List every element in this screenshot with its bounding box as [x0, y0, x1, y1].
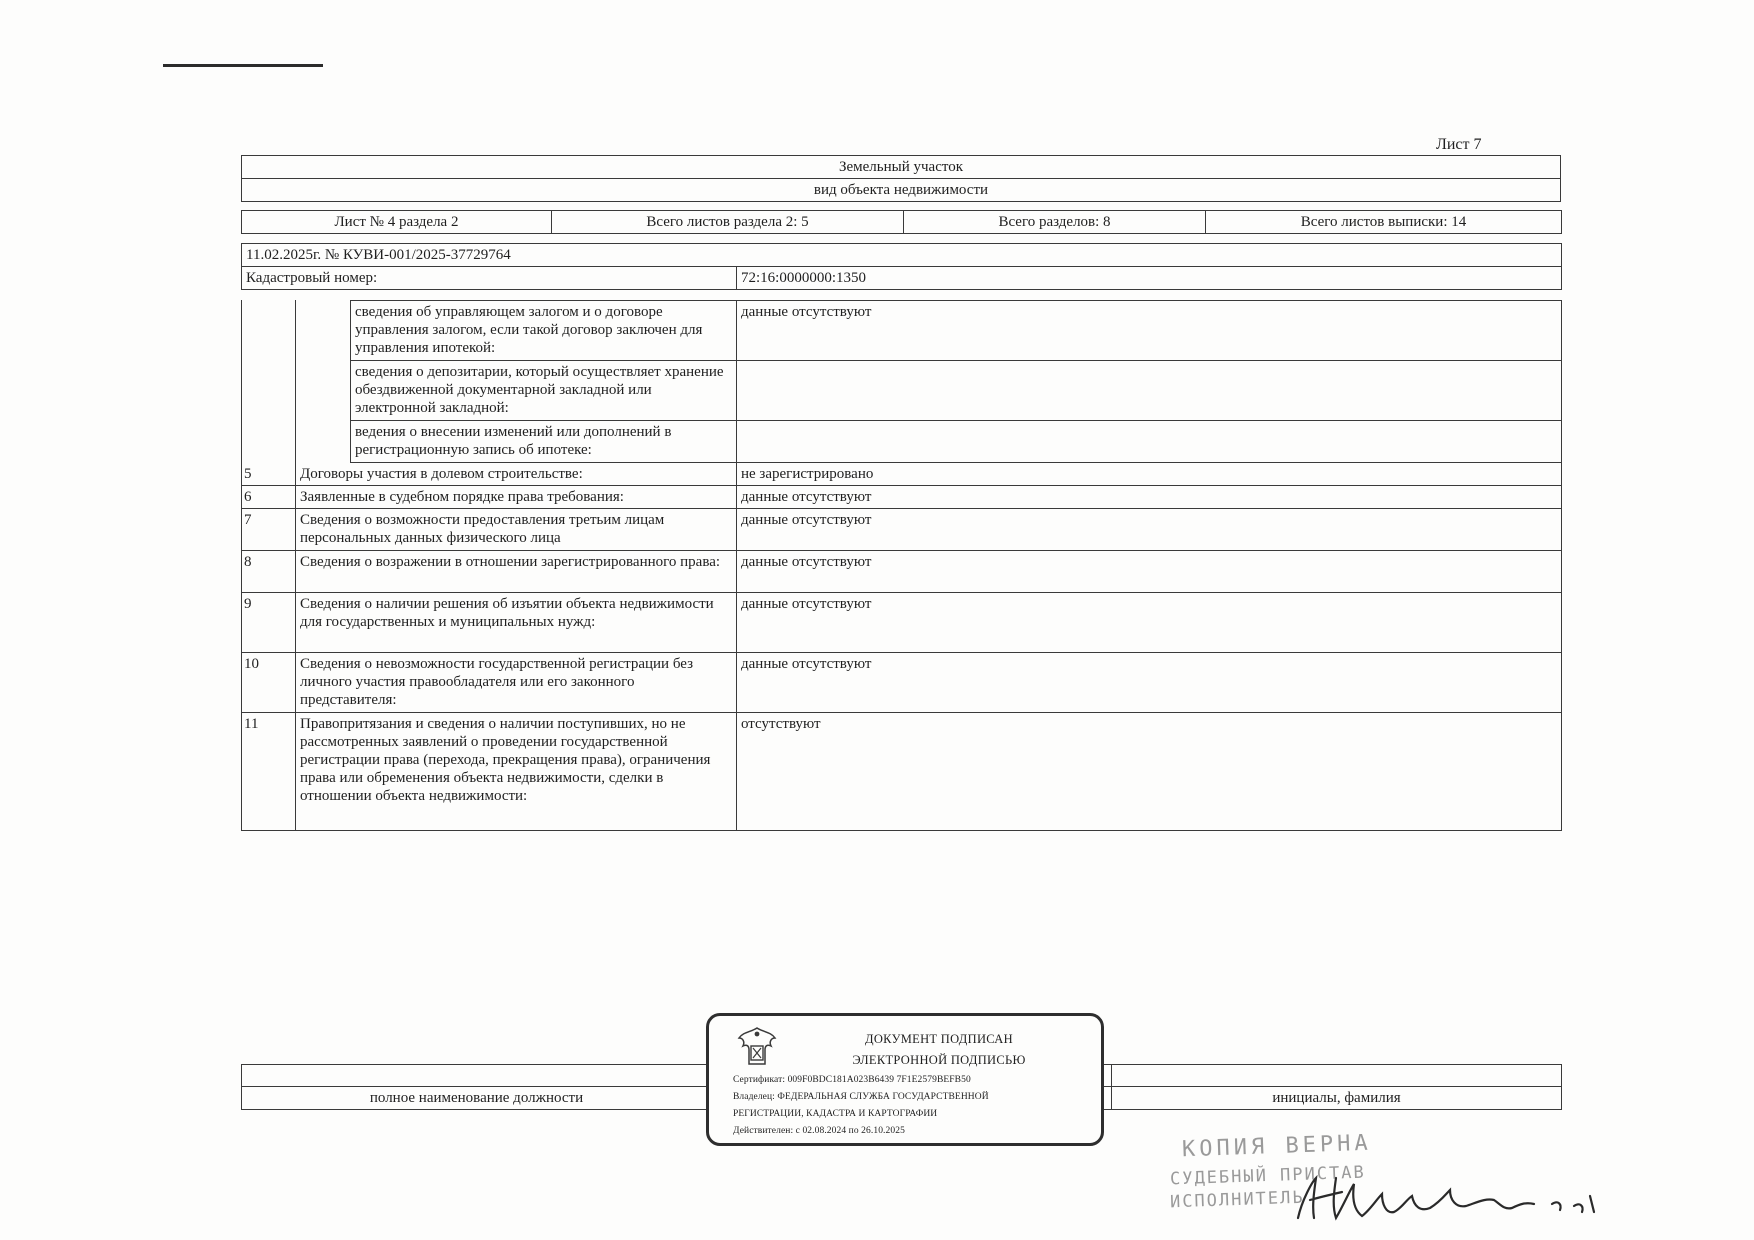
table-row [242, 713, 1562, 831]
footer-blank-cell [242, 1065, 712, 1087]
table-row [242, 463, 1562, 486]
table-row [242, 301, 1562, 361]
table-row [242, 421, 1562, 463]
page-number: Лист 7 [1436, 136, 1482, 153]
sheet-number: Лист № 4 раздела 2 [242, 211, 552, 234]
row-number: 9 [242, 593, 296, 653]
sub-indent-cell [296, 301, 351, 361]
row-value: данные отсутствуют [737, 653, 1562, 713]
scan-dash-mark [163, 64, 323, 67]
row-value: данные отсутствуют [737, 509, 1562, 551]
row-label: Заявленные в судебном порядке права требования: [296, 486, 737, 509]
row-label: Сведения о наличии решения об изъятии объекта недвижимости для государственных и муниципальных нужд: [296, 593, 737, 653]
row-label: Сведения о возражении в отношении зарегистрированного права: [296, 551, 737, 593]
row-value: данные отсутствуют [737, 551, 1562, 593]
certificate-number: Сертификат: 009F0BDC181A023B6439 7F1E2579BEFB50 [733, 1075, 971, 1085]
table-row [242, 551, 1562, 593]
row-label: Договоры участия в долевом строительстве: [296, 463, 737, 486]
object-type: Земельный участок [242, 156, 1561, 179]
cadastral-number-label: Кадастровый номер: [242, 267, 737, 290]
subrow-value [737, 361, 1562, 421]
sub-indent-cell [296, 361, 351, 421]
handwritten-signature [1290, 1160, 1600, 1230]
row-number: 6 [242, 486, 296, 509]
sections-total: Всего разделов: 8 [904, 211, 1206, 234]
certificate-owner-line2: РЕГИСТРАЦИИ, КАДАСТРА И КАРТОГРАФИИ [733, 1109, 938, 1119]
stamp-title-line2: ЭЛЕКТРОННОЙ ПОДПИСЬЮ [852, 1053, 1026, 1067]
row-number: 8 [242, 551, 296, 593]
extract-sheets-total: Всего листов выписки: 14 [1206, 211, 1562, 234]
subrow-label: сведения об управляющем залогом и о договоре управления залогом, если такой договор заключен для управления ипотекой: [351, 301, 737, 361]
coat-of-arms-icon [735, 1024, 779, 1072]
row-label: Сведения о невозможности государственной регистрации без личного участия правообладателя или его законного представителя: [296, 653, 737, 713]
row-value: данные отсутствуют [737, 486, 1562, 509]
stamp-title-line1: ДОКУМЕНТ ПОДПИСАН [865, 1032, 1013, 1046]
row-number-cell [242, 421, 296, 463]
reference-block [241, 243, 1562, 290]
sheet-info-row [241, 210, 1562, 234]
table-row [242, 593, 1562, 653]
row-number: 10 [242, 653, 296, 713]
table-row [242, 509, 1562, 551]
subrow-label: ведения о внесении изменений или дополнений в регистрационную запись об ипотеке: [351, 421, 737, 463]
row-value: отсутствуют [737, 713, 1562, 831]
row-value: не зарегистрировано [737, 463, 1562, 486]
copy-stamp-line1: КОПИЯ ВЕРНА [1181, 1130, 1373, 1163]
position-caption: полное наименование должности [242, 1087, 712, 1110]
records-table [241, 300, 1562, 831]
object-type-caption: вид объекта недвижимости [242, 179, 1561, 202]
cadastral-number-value: 72:16:0000000:1350 [737, 267, 1562, 290]
certificate-owner-line1: Владелец: ФЕДЕРАЛЬНАЯ СЛУЖБА ГОСУДАРСТВЕННОЙ [733, 1092, 989, 1102]
copy-stamp-line2: СУДЕБНЫЙ ПРИСТАВ [1169, 1162, 1367, 1190]
table-row [242, 361, 1562, 421]
row-number: 5 [242, 463, 296, 486]
row-label: Правопритязания и сведения о наличии поступивших, но не рассмотренных заявлений о проведении государственной регистрации права (перехода, прекращения права), ограничения права или обременения объекта недвижимости, сделки в отношении объекта недвижимости: [296, 713, 737, 831]
subrow-value: данные отсутствуют [737, 301, 1562, 361]
sub-indent-cell [296, 421, 351, 463]
row-value: данные отсутствуют [737, 593, 1562, 653]
row-number: 7 [242, 509, 296, 551]
name-caption: инициалы, фамилия [1112, 1087, 1562, 1110]
subrow-value [737, 421, 1562, 463]
e-signature-stamp [706, 1013, 1104, 1146]
table-row [242, 653, 1562, 713]
row-number-cell [242, 361, 296, 421]
section-sheets-total: Всего листов раздела 2: 5 [552, 211, 904, 234]
row-number-cell [242, 301, 296, 361]
row-number: 11 [242, 713, 296, 831]
object-type-header [241, 155, 1561, 202]
extract-reference-number: 11.02.2025г. № КУВИ-001/2025-37729764 [242, 244, 1562, 267]
row-label: Сведения о возможности предоставления третьим лицам персональных данных физического лица [296, 509, 737, 551]
subrow-label: сведения о депозитарии, который осуществляет хранение обездвиженной документарной закладной или электронной закладной: [351, 361, 737, 421]
footer-blank-cell [1112, 1065, 1562, 1087]
certificate-validity: Действителен: с 02.08.2024 по 26.10.2025 [733, 1126, 905, 1136]
table-row [242, 486, 1562, 509]
copy-stamp-line3: ИСПОЛНИТЕЛЬ [1169, 1187, 1305, 1213]
